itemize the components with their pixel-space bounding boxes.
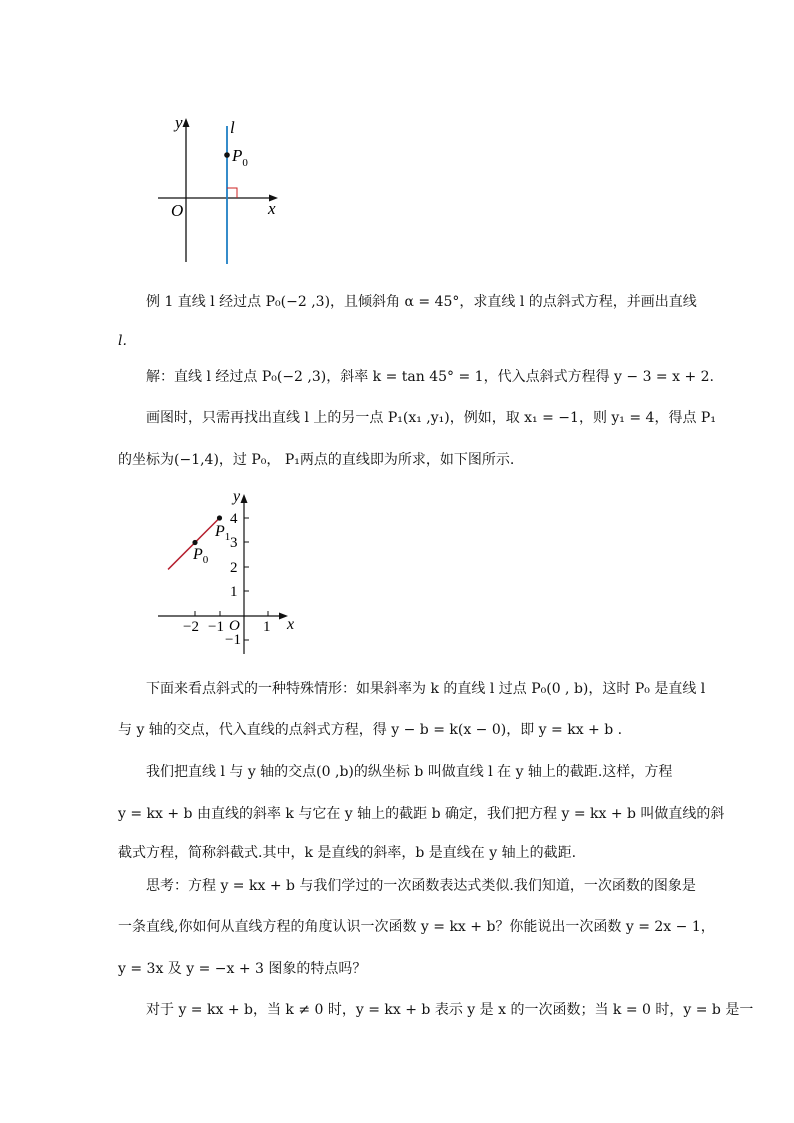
drawing-instructions (146, 408, 716, 428)
drawing-instructions-cont (118, 450, 678, 470)
intercept-text-1: 我们把直线 l 与 y 轴的交点(0 ,b)的纵坐标 b 叫做直线 l 在 y 轴上的截距.这样，方程 (146, 764, 673, 780)
line-l-label: l (230, 118, 235, 137)
solution-text: 解：直线 l 经过点 P₀(−2 ,3)，斜率 k = tan 45° = 1，代入点斜式方程得 y − 3 = x + 2. (146, 369, 714, 385)
drawing-text-2: 的坐标为(−1,4)，过 P₀， P₁两点的直线即为所求，如下图所示. (118, 452, 515, 468)
conclusion-text: 对于 y = kx + b，当 k ≠ 0 时，y = kx + b 表示 y 是 x 的一次函数；当 k = 0 时，y = b 是一 (146, 1002, 754, 1018)
conclusion (146, 1000, 754, 1020)
example-1-text: 例 1 直线 l 经过点 P₀(−2 ,3)，且倾斜角 α = 45°，求直线 l 的点斜式方程，并画出直线 (146, 294, 697, 310)
x-tick-neg1: −1 (208, 619, 224, 635)
right-angle-mark (227, 188, 237, 198)
y-axis-arrow (241, 494, 248, 503)
point-p1 (217, 515, 222, 520)
y-tick-1: 1 (230, 584, 238, 600)
example-1 (146, 292, 706, 312)
point-p0 (224, 152, 230, 158)
special-case-text-2: 与 y 轴的交点，代入直线的点斜式方程，得 y − b = k(x − 0)，即 y = kx + b . (118, 722, 623, 738)
thinking-text-3: y = 3x 及 y = −x + 3 图象的特点吗？ (118, 961, 367, 977)
intercept-text-2: y = kx + b 由直线的斜率 k 与它在 y 轴上的截距 b 确定，我们把方程 y = kx + b 叫做直线的斜 (118, 806, 725, 822)
y-tick-neg1: −1 (225, 632, 241, 648)
y-axis-label: y (175, 113, 183, 132)
thinking-text-1: 思考：方程 y = kx + b 与我们学过的一次函数表达式类似.我们知道，一次函数的图象是 (146, 878, 696, 894)
figure-line-p0-p1 (150, 486, 310, 658)
origin-label: O (229, 618, 240, 634)
y-tick-3: 3 (230, 535, 238, 551)
x-ticks (195, 611, 268, 616)
x-tick-1: 1 (263, 619, 271, 635)
origin-label: O (171, 201, 184, 220)
solution (146, 367, 714, 387)
special-case (146, 679, 706, 699)
y-tick-4: 4 (230, 511, 238, 527)
intercept-text-3: 截式方程，简称斜截式.其中，k 是直线的斜率，b 是直线在 y 轴上的截距. (118, 845, 577, 861)
intercept-definition-cont (118, 804, 725, 824)
thinking-question-cont (118, 917, 715, 937)
example-1-text-cont: l. (118, 333, 127, 349)
y-axis-label: y (233, 488, 241, 505)
intercept-definition (146, 762, 706, 782)
thinking-question-cont-2 (118, 959, 678, 979)
x-tick-neg2: −2 (183, 619, 199, 635)
point-p0 (192, 540, 197, 545)
p0-label: $P_0$ (193, 546, 209, 566)
drawing-text-1: 画图时，只需再找出直线 l 上的另一点 P₁(x₁ ,y₁)，例如，取 x₁ = −1，则 y₁ = 4，得点 P₁ (146, 410, 716, 426)
y-ticks (244, 518, 249, 640)
x-axis-label: x (268, 199, 276, 218)
thinking-question (146, 876, 706, 896)
special-case-cont (118, 720, 678, 740)
x-axis-label: x (287, 616, 295, 633)
y-tick-2: 2 (230, 560, 238, 576)
figure-vertical-line (150, 108, 290, 270)
p0-label: $P_0$ (232, 146, 248, 169)
intercept-definition-cont-2 (118, 843, 678, 863)
thinking-text-2: 一条直线,你如何从直线方程的角度认识一次函数 y = kx + b？你能说出一次函数 y = 2x − 1， (118, 919, 715, 935)
p1-label: $P_1$ (215, 523, 231, 543)
special-case-text-1: 下面来看点斜式的一种特殊情形：如果斜率为 k 的直线 l 过点 P₀(0 , b)，这时 P₀ 是直线 l (146, 681, 706, 697)
example-1-cont (118, 331, 678, 351)
y-axis-arrow (183, 118, 190, 127)
